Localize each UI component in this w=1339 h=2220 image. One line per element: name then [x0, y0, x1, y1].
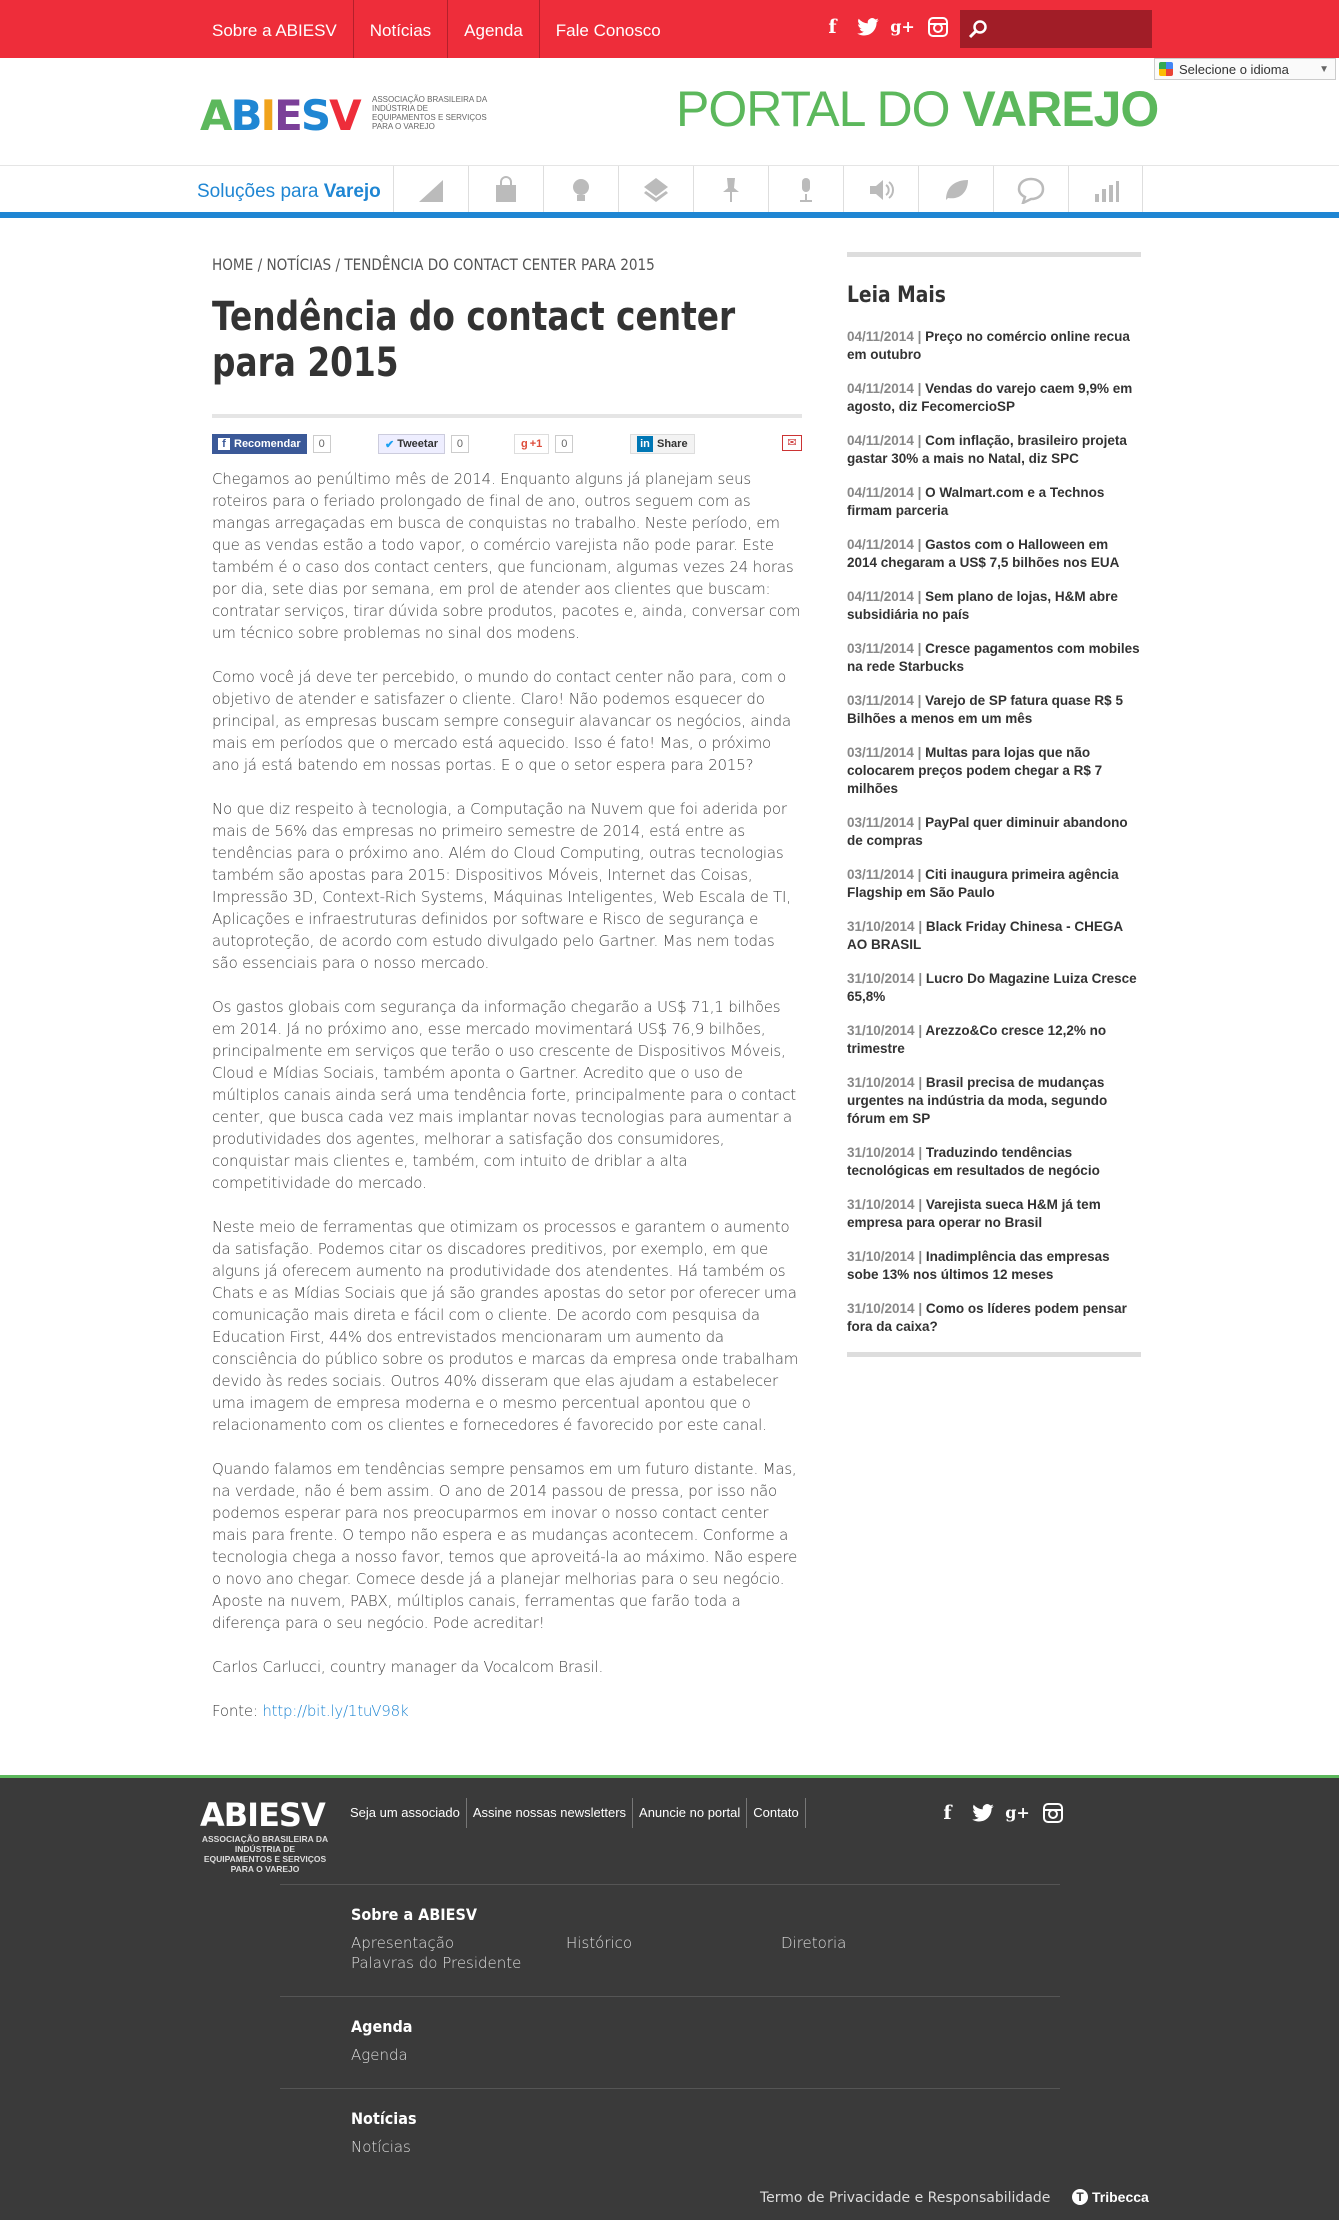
news-date: 31/10/2014 [847, 1301, 915, 1316]
news-separator: | [913, 485, 926, 500]
article-paragraph: Os gastos globais com segurança da informação chegarão a US$ 71,1 bilhões em 2014. Já no próximo ano, esse mercado movimentará US$ 76,9 bilhões, principalmente em serviços que terão o uso crescente de Dispositivos Móveis, Cloud e Mídias Sociais, também aponta o Gartner. Acredito que o uso de múltiplos canais ainda será uma tendência forte, principalmente para o contact center, que busca cada vez mais implantar novas tecnologias para aumentar a produtividades dos agentes, melhorar a satisfação dos consumidores, conquistar mais clientes e, também, com intuito de driblar a alta competitividade do mercado. [212, 998, 796, 1192]
news-separator: | [913, 433, 926, 448]
facebook-recommend-button[interactable] [212, 434, 331, 454]
tweet-count: 0 [451, 435, 469, 453]
news-separator: | [913, 381, 926, 396]
svg-text:ABIESV: ABIESV [200, 91, 360, 140]
footer-link-historico[interactable]: Histórico [566, 1934, 633, 1952]
chart-icon [1092, 176, 1120, 204]
portal-title [676, 80, 1158, 138]
shopping-bag-icon [492, 176, 520, 204]
news-title: Sem plano de lojas, H&M abre subsidiária no país [847, 589, 1118, 622]
chat-icon [1017, 176, 1045, 204]
news-item[interactable] [847, 380, 1141, 416]
news-date: 31/10/2014 [847, 1075, 915, 1090]
google-plus-icon[interactable]: g+ [890, 17, 915, 36]
footer-link-contato[interactable]: Contato [747, 1798, 806, 1828]
news-item[interactable] [847, 432, 1141, 468]
article-paragraph: Neste meio de ferramentas que otimizam os processos e garantem o aumento da satisfação. Podemos citar os discadores preditivos, por exemplo, em que alguns já oferecem aumento na produtividade dos atendentes. Há também os Chats e as Mídias Sociais que já são grandes apostas do setor por oferecer uma comunicação mais direta e fácil com o cliente. De acordo com pesquisa da Education First, 44% dos entrevistados mencionaram um aumento da consciência do público sobre os produtos e marcas da empresa onde trabalham devido às redes sociais. Outros 40% disseram que elas ajudam a estabelecer uma imagem de empresa moderna e o mesmo percentual apontou que o relacionamento com os clientes e fornecedores é favorecido por este canal. [212, 1218, 799, 1434]
news-separator: | [914, 971, 926, 986]
category-audio[interactable] [843, 166, 918, 213]
news-date: 03/11/2014 [847, 745, 914, 760]
source-label: Fonte: [212, 1702, 263, 1720]
twitter-icon[interactable] [970, 1800, 995, 1825]
news-item[interactable] [847, 1248, 1141, 1284]
facebook-count: 0 [313, 435, 331, 453]
news-title: Inadimplência das empresas sobe 13% nos últimos 12 meses [847, 1249, 1110, 1282]
nav-fale-conosco[interactable]: Fale Conosco [555, 21, 661, 40]
footer-link-diretoria[interactable]: Diretoria [781, 1934, 847, 1952]
google-plus-icon[interactable]: g+ [1005, 1803, 1030, 1822]
leaf-icon [942, 176, 970, 204]
footer-link-associado[interactable]: Seja um associado [344, 1798, 467, 1828]
footer-link-agenda[interactable]: Agenda [351, 2046, 408, 2064]
google-plus-icon: g [521, 438, 528, 450]
footer-logo[interactable] [200, 1796, 330, 1874]
news-separator: | [913, 693, 926, 708]
news-date: 04/11/2014 [847, 589, 914, 604]
news-date: 04/11/2014 [847, 537, 914, 552]
gplus-count: 0 [555, 435, 573, 453]
news-separator: | [913, 329, 926, 344]
social-links [820, 14, 950, 39]
footer-section-sobre [280, 1884, 1060, 1972]
news-title: Black Friday Chinesa - CHEGA AO BRASIL [847, 919, 1123, 952]
instagram-icon[interactable] [1040, 1800, 1065, 1825]
news-date: 31/10/2014 [847, 1249, 915, 1264]
news-date: 03/11/2014 [847, 641, 914, 656]
news-separator: | [914, 1075, 926, 1090]
news-item[interactable] [847, 918, 1141, 954]
footer-links [344, 1798, 806, 1828]
facebook-label: Recomendar [234, 438, 301, 450]
category-mic[interactable] [768, 166, 843, 213]
category-chat[interactable] [993, 166, 1068, 213]
google-icon [1159, 62, 1173, 76]
microphone-icon [792, 176, 820, 204]
ruler-icon [417, 176, 445, 204]
portal-prefix: PORTAL DO [676, 81, 950, 137]
news-separator: | [914, 1145, 926, 1160]
news-separator: | [914, 1249, 926, 1264]
news-separator: | [914, 1023, 926, 1038]
privacy-link[interactable]: Termo de Privacidade e Responsabilidade [760, 2190, 1051, 2206]
footer-logo-text: ABIESV [200, 1796, 325, 1834]
news-item[interactable] [847, 588, 1141, 624]
news-item[interactable] [847, 1300, 1141, 1336]
twitter-icon[interactable] [855, 14, 880, 39]
breadcrumb[interactable]: HOME / NOTÍCIAS / TENDÊNCIA DO CONTACT CENTER PARA 2015 [212, 255, 655, 274]
category-eco[interactable] [918, 166, 993, 213]
top-nav [196, 0, 677, 58]
google-plus-button[interactable] [514, 434, 573, 454]
news-item[interactable] [847, 484, 1141, 520]
news-title: Gastos com o Halloween em 2014 chegaram a US$ 7,5 bilhões nos EUA [847, 537, 1120, 570]
news-item[interactable] [847, 744, 1141, 798]
news-item[interactable] [847, 1074, 1141, 1128]
sidebar-title: Leia Mais [847, 283, 946, 308]
search-input[interactable] [960, 10, 1152, 48]
page-title: Tendência do contact center para 2015 [212, 294, 736, 386]
article-paragraph: Como você já deve ter percebido, o mundo do contact center não para, com o objetivo de atender e satisfazer o cliente. Claro! Não podemos esquecer do principal, as empresas buscam sempre conseguir alavancar os negócios, ainda mais em períodos que o mercado está aquecido. Isso é fato! Mas, o próximo ano já está batendo em nossas portas. E o que o setor espera para 2015? [212, 668, 791, 774]
article-paragraph: No que diz respeito à tecnologia, a Computação na Nuvem que foi aderida por mais de 56% das empresas no primeiro semestre de 2014, está entre as tendências para o próximo ano. Além do Cloud Computing, outras tecnologias também são apostas para 2015: Dispositivos Móveis, Internet das Coisas, Impressão 3D, Context-Rich Systems, Máquinas Inteligentes, Web Escala de TI, Aplicações e infraestruturas definidos por software e Risco de segurança e autoproteção, de acordo com estudo divulgado pelo Gartner. Mas nem todas são essenciais para o nosso mercado. [212, 800, 791, 972]
article-author: Carlos Carlucci, country manager da Vocalcom Brasil. [212, 1658, 604, 1676]
layers-icon [642, 176, 670, 204]
instagram-icon[interactable] [925, 14, 950, 39]
news-title: PayPal quer diminuir abandono de compras [847, 815, 1128, 848]
nav-agenda[interactable]: Agenda [448, 0, 540, 58]
news-item[interactable] [847, 866, 1141, 902]
news-title: Brasil precisa de mudanças urgentes na indústria da moda, segundo fórum em SP [847, 1075, 1108, 1126]
news-title: Arezzo&Co cresce 12,2% no trimestre [847, 1023, 1107, 1056]
footer-link-noticias[interactable]: Notícias [351, 2138, 411, 2156]
category-icons [393, 166, 1143, 213]
news-date: 04/11/2014 [847, 329, 914, 344]
news-date: 03/11/2014 [847, 867, 914, 882]
footer-logo-subtitle: ASSOCIAÇÃO BRASILEIRA DA INDÚSTRIA DE EQUIPAMENTOS E SERVIÇOS PARA O VAREJO [201, 1834, 329, 1874]
news-separator: | [913, 589, 926, 604]
linkedin-icon: in [637, 436, 653, 452]
footer-link-apresentacao[interactable]: Apresentação [351, 1934, 455, 1952]
article-paragraph: Chegamos ao penúltimo mês de 2014. Enquanto alguns já planejam seus roteiros para o feriado prolongado de final de ano, outros seguem com as mangas arregaçadas em busca de conquistas no trabalho. Neste período, em que as vendas estão a todo vapor, o comércio varejista não pode parar. Este também é o caso dos contact centers, que funcionam, algumas vezes 24 horas por dia, sete dias por semana, em prol de atender aos clientes que buscam: contratar serviços, tirar dúvida sobre produtos, pacotes e, ainda, conversar com um técnico sobre problemas no sinal dos modens. [212, 470, 801, 642]
source-link[interactable]: http://bit.ly/1tuV98k [262, 1702, 409, 1720]
nav-sobre[interactable]: Sobre a ABIESV [196, 0, 354, 58]
sidebar-top-bar [847, 252, 1141, 257]
news-separator: | [913, 745, 926, 760]
search-icon [968, 19, 988, 39]
facebook-icon[interactable]: f [943, 1801, 952, 1824]
title-divider [212, 414, 802, 418]
linkedin-share-button[interactable] [630, 434, 695, 454]
news-title: Cresce pagamentos com mobiles na rede Starbucks [847, 641, 1140, 674]
lightbulb-icon [567, 176, 595, 204]
tweet-label: Tweetar [397, 438, 438, 450]
sidebar-read-more [847, 252, 1141, 1357]
news-date: 31/10/2014 [847, 919, 915, 934]
category-label [197, 181, 381, 203]
article-paragraph: Quando falamos em tendências sempre pensamos em um futuro distante. Mas, na verdade, não é bem assim. O ano de 2014 passou de pressa, por isso não podemos esperar para nos preocuparmos em inovar o nosso contact center mais para frente. O tempo não espera e as mudanças acontecem. Conforme a tecnologia chega a nosso favor, temos que aproveitá-la ao máximo. Não espere o novo ano chegar. Comece desde já a planejar melhorias para o seu negócio. Aposte na nuvem, PABX, múltiplos canais, ferramentas que farão toda a diferença para o seu negócio. Pode acreditar! [212, 1460, 798, 1632]
language-select[interactable] [1154, 58, 1336, 80]
chevron-down-icon: ▼ [1319, 63, 1329, 75]
news-title: Traduzindo tendências tecnológicas em resultados de negócio [847, 1145, 1100, 1178]
news-title: Como os líderes podem pensar fora da caixa? [847, 1301, 1127, 1334]
tribeca-label: Tribecca [1092, 2189, 1149, 2205]
news-date: 04/11/2014 [847, 485, 914, 500]
tribeca-credit[interactable] [1072, 2189, 1149, 2205]
news-title: Lucro Do Magazine Luiza Cresce 65,8% [847, 971, 1137, 1004]
footer-link-palavras-presidente[interactable]: Palavras do Presidente [351, 1954, 522, 1972]
site-footer [0, 1775, 1339, 2220]
news-item[interactable] [847, 814, 1141, 850]
nav-noticias[interactable]: Notícias [354, 0, 448, 58]
news-item[interactable] [847, 328, 1141, 364]
news-title: Preço no comércio online recua em outubro [847, 329, 1130, 362]
news-item[interactable] [847, 970, 1141, 1006]
footer-section-title: Sobre a ABIESV [351, 1905, 478, 1924]
news-separator: | [913, 537, 926, 552]
news-item[interactable] [847, 692, 1141, 728]
category-ruler[interactable] [393, 166, 468, 213]
facebook-icon: f [218, 438, 230, 450]
pin-icon [717, 176, 745, 204]
footer-section-agenda [280, 1996, 1060, 2064]
news-separator: | [914, 919, 926, 934]
news-title: Com inflação, brasileiro projeta gastar 30% a mais no Natal, diz SPC [847, 433, 1127, 466]
news-title: Vendas do varejo caem 9,9% em agosto, diz FecomercioSP [847, 381, 1133, 414]
speaker-icon [867, 176, 895, 204]
news-date: 31/10/2014 [847, 1145, 915, 1160]
news-date: 03/11/2014 [847, 693, 914, 708]
news-date: 04/11/2014 [847, 381, 914, 396]
news-date: 04/11/2014 [847, 433, 914, 448]
tribeca-icon: T [1072, 2189, 1088, 2205]
footer-link-newsletters[interactable]: Assine nossas newsletters [467, 1798, 633, 1828]
twitter-icon: ✔ [385, 438, 395, 451]
news-list [847, 328, 1141, 1336]
news-date: 03/11/2014 [847, 815, 914, 830]
category-label-prefix: Soluções para [197, 181, 319, 202]
news-date: 31/10/2014 [847, 1197, 915, 1212]
news-item[interactable] [847, 1022, 1141, 1058]
category-bar-underline [0, 212, 1339, 218]
news-separator: | [913, 867, 926, 882]
article-body [212, 468, 802, 1744]
news-separator: | [914, 1301, 926, 1316]
news-separator: | [914, 1197, 926, 1212]
logo-subtitle: ASSOCIAÇÃO BRASILEIRA DA INDÚSTRIA DE EQUIPAMENTOS E SERVIÇOS PARA O VAREJO [372, 95, 487, 131]
language-select-label: Selecione o idioma [1179, 61, 1289, 77]
news-item[interactable] [847, 536, 1141, 572]
footer-social-links [935, 1800, 1065, 1825]
facebook-icon[interactable]: f [828, 15, 837, 38]
category-pin[interactable] [693, 166, 768, 213]
news-title: Citi inaugura primeira agência Flagship em São Paulo [847, 867, 1119, 900]
footer-section-noticias [280, 2088, 1060, 2156]
news-date: 31/10/2014 [847, 971, 915, 986]
news-separator: | [913, 641, 926, 656]
news-date: 31/10/2014 [847, 1023, 915, 1038]
footer-link-anuncie[interactable]: Anuncie no portal [633, 1798, 747, 1828]
linkedin-label: Share [657, 438, 688, 450]
tweet-button[interactable] [378, 434, 469, 454]
category-bar [0, 165, 1339, 218]
news-title: O Walmart.com e a Technos firmam parceria [847, 485, 1105, 518]
category-stats[interactable] [1068, 166, 1143, 213]
top-bar [0, 0, 1339, 58]
category-layers[interactable] [618, 166, 693, 213]
news-title: Multas para lojas que não colocarem preços podem chegar a R$ 7 milhões [847, 745, 1103, 796]
news-title: Varejista sueca H&M já tem empresa para operar no Brasil [847, 1197, 1101, 1230]
share-bar [212, 434, 802, 456]
news-separator: | [913, 815, 926, 830]
news-item[interactable] [847, 640, 1141, 676]
portal-bold: VAREJO [962, 81, 1159, 137]
footer-section-title: Agenda [351, 2017, 413, 2036]
news-item[interactable] [847, 1144, 1141, 1180]
email-icon[interactable]: ✉ [782, 435, 802, 451]
news-title: Varejo de SP fatura quase R$ 5 Bilhões a menos em um mês [847, 693, 1123, 726]
sidebar-bottom-bar [847, 1352, 1141, 1357]
news-item[interactable] [847, 1196, 1141, 1232]
article-source [212, 1700, 802, 1722]
footer-section-title: Notícias [351, 2109, 417, 2128]
category-shopping[interactable] [468, 166, 543, 213]
category-ideas[interactable] [543, 166, 618, 213]
gplus-label: +1 [529, 438, 543, 450]
category-label-bold: Varejo [323, 181, 381, 202]
